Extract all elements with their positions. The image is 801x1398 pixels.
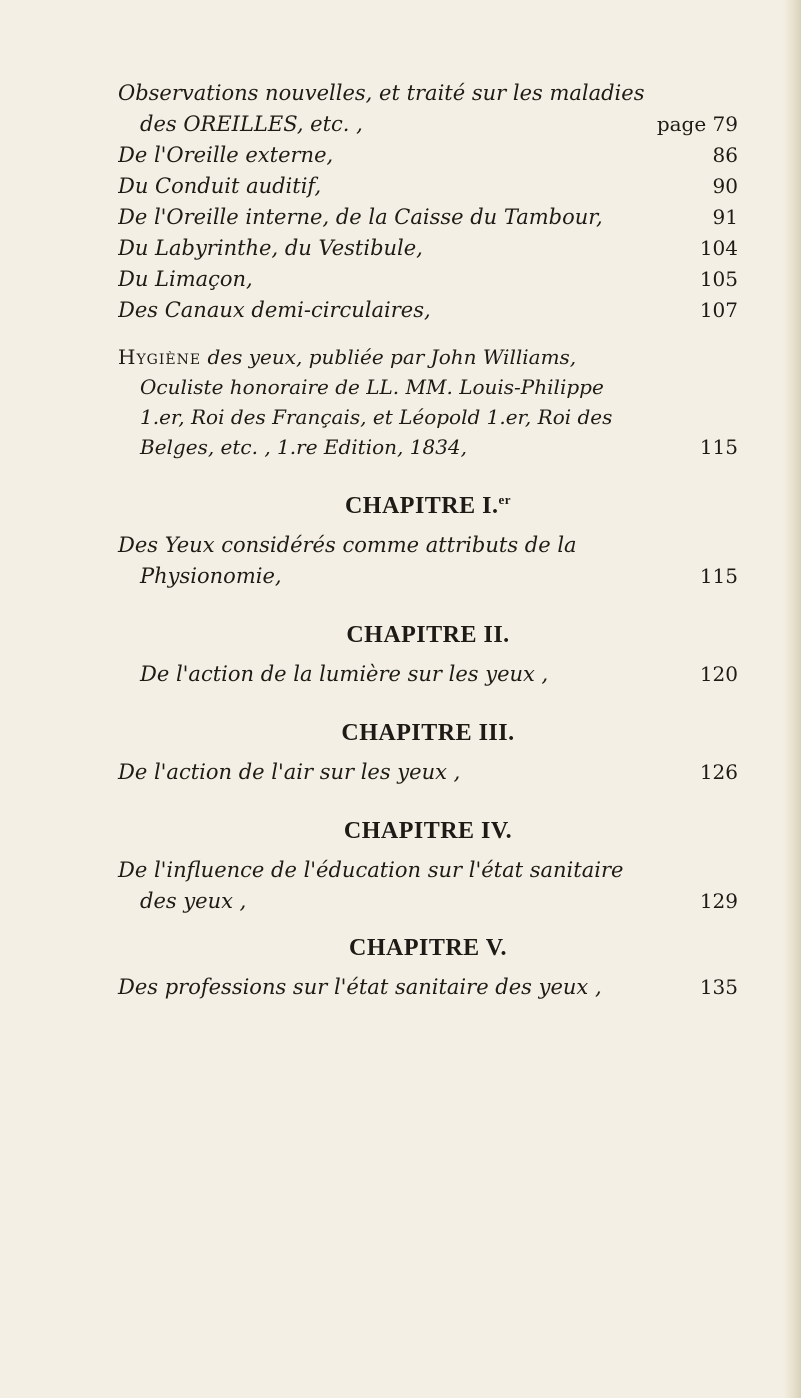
- toc-title: De l'Oreille interne, de la Caisse du Tambour,: [118, 205, 603, 229]
- chapter-entry: [118, 855, 738, 917]
- hygiene-line-1-text: des yeux, publiée par John Williams,: [201, 345, 577, 369]
- toc-title: Du Limaçon,: [118, 267, 253, 291]
- chapter-entry-text: des yeux ,: [140, 889, 247, 913]
- chapter-entry: [118, 972, 738, 1003]
- hygiene-line-1: [118, 342, 738, 372]
- chapter-entry-line: [118, 530, 738, 561]
- chapter-entry-line: [118, 561, 738, 592]
- toc-title: Des Canaux demi-circulaires,: [118, 298, 431, 322]
- toc-entry: [118, 140, 738, 171]
- chapter-entry-line: [118, 855, 738, 886]
- chapter-entry: [118, 530, 738, 592]
- toc-page-number: 115: [699, 435, 738, 459]
- toc-page-number: 120: [699, 662, 738, 686]
- chapter-heading-text: CHAPITRE III.: [341, 720, 515, 746]
- chapter-heading-text: CHAPITRE V.: [349, 935, 507, 961]
- toc-entry: [118, 202, 738, 233]
- toc-page-number: 115: [699, 564, 738, 588]
- chapter-heading: [118, 935, 738, 962]
- toc-page-number: 107: [699, 298, 738, 322]
- chapter-heading-sup: er: [498, 492, 512, 507]
- chapter-heading: [118, 818, 738, 845]
- toc-entry-hygiene: [118, 342, 738, 462]
- chapter-entry-line: [118, 886, 738, 917]
- chapter-entry-line: [118, 659, 738, 690]
- toc-page-number: 104: [699, 236, 738, 260]
- page-edge-shadow: [783, 0, 801, 1398]
- chapter-entry-line: [118, 972, 738, 1003]
- chapter-entry-text: Des professions sur l'état sanitaire des yeux ,: [118, 975, 602, 999]
- chapter-heading-text: CHAPITRE IV.: [343, 818, 513, 844]
- chapter-entry: [118, 757, 738, 788]
- chapter-entry-line: [118, 757, 738, 788]
- toc-page-number: 126: [699, 760, 738, 784]
- toc-page-number: 105: [699, 267, 738, 291]
- chapter-heading: [118, 720, 738, 747]
- hygiene-line-4-text: Belges, etc. , 1.re Edition, 1834,: [140, 435, 468, 459]
- hygiene-title: [118, 342, 576, 372]
- chapter-heading-text: CHAPITRE I.: [344, 493, 499, 519]
- toc-entry: [118, 233, 738, 264]
- chapter-entry: [118, 659, 738, 690]
- toc-page-number: 86: [712, 143, 738, 167]
- chapter-entry-text: De l'influence de l'éducation sur l'état sanitaire: [118, 858, 624, 882]
- hygiene-line-3: [118, 402, 738, 432]
- toc-page-number: 135: [699, 975, 738, 999]
- chapter-entry-text: De l'action de l'air sur les yeux ,: [118, 760, 461, 784]
- chapter-heading: [118, 622, 738, 649]
- toc-title: Du Labyrinthe, du Vestibule,: [118, 236, 423, 260]
- hygiene-line-2-text: Oculiste honoraire de LL. MM. Louis-Philippe: [140, 375, 604, 399]
- hygiene-line-2: [118, 372, 738, 402]
- toc-page-number: 91: [712, 205, 738, 229]
- toc-title: Du Conduit auditif,: [118, 174, 322, 198]
- toc-title: De l'Oreille externe,: [118, 143, 334, 167]
- hygiene-line-4: [118, 432, 738, 462]
- chapter-entry-text: Physionomie,: [140, 564, 282, 588]
- table-of-contents: [118, 78, 738, 1003]
- toc-page-number: page 79: [656, 112, 738, 136]
- toc-entry: [118, 171, 738, 202]
- toc-title: des OREILLES, etc. ,: [140, 112, 363, 136]
- toc-entry-observations: [118, 78, 738, 109]
- chapter-entry-text: De l'action de la lumière sur les yeux ,: [140, 662, 549, 686]
- toc-entry-oreilles: [118, 109, 738, 140]
- toc-title: Observations nouvelles, et traité sur les maladies: [118, 81, 645, 105]
- chapter-heading-text: CHAPITRE II.: [346, 622, 510, 648]
- chapter-entry-text: Des Yeux considérés comme attributs de la: [118, 533, 577, 557]
- hygiene-line-3-text: 1.er, Roi des Français, et Léopold 1.er, Roi des: [140, 405, 613, 429]
- toc-entry: [118, 295, 738, 326]
- chapter-heading: [118, 492, 738, 520]
- hygiene-head: Hygiène: [118, 345, 202, 369]
- toc-page-number: 129: [699, 889, 738, 913]
- toc-page-number: 90: [712, 174, 738, 198]
- toc-entry: [118, 264, 738, 295]
